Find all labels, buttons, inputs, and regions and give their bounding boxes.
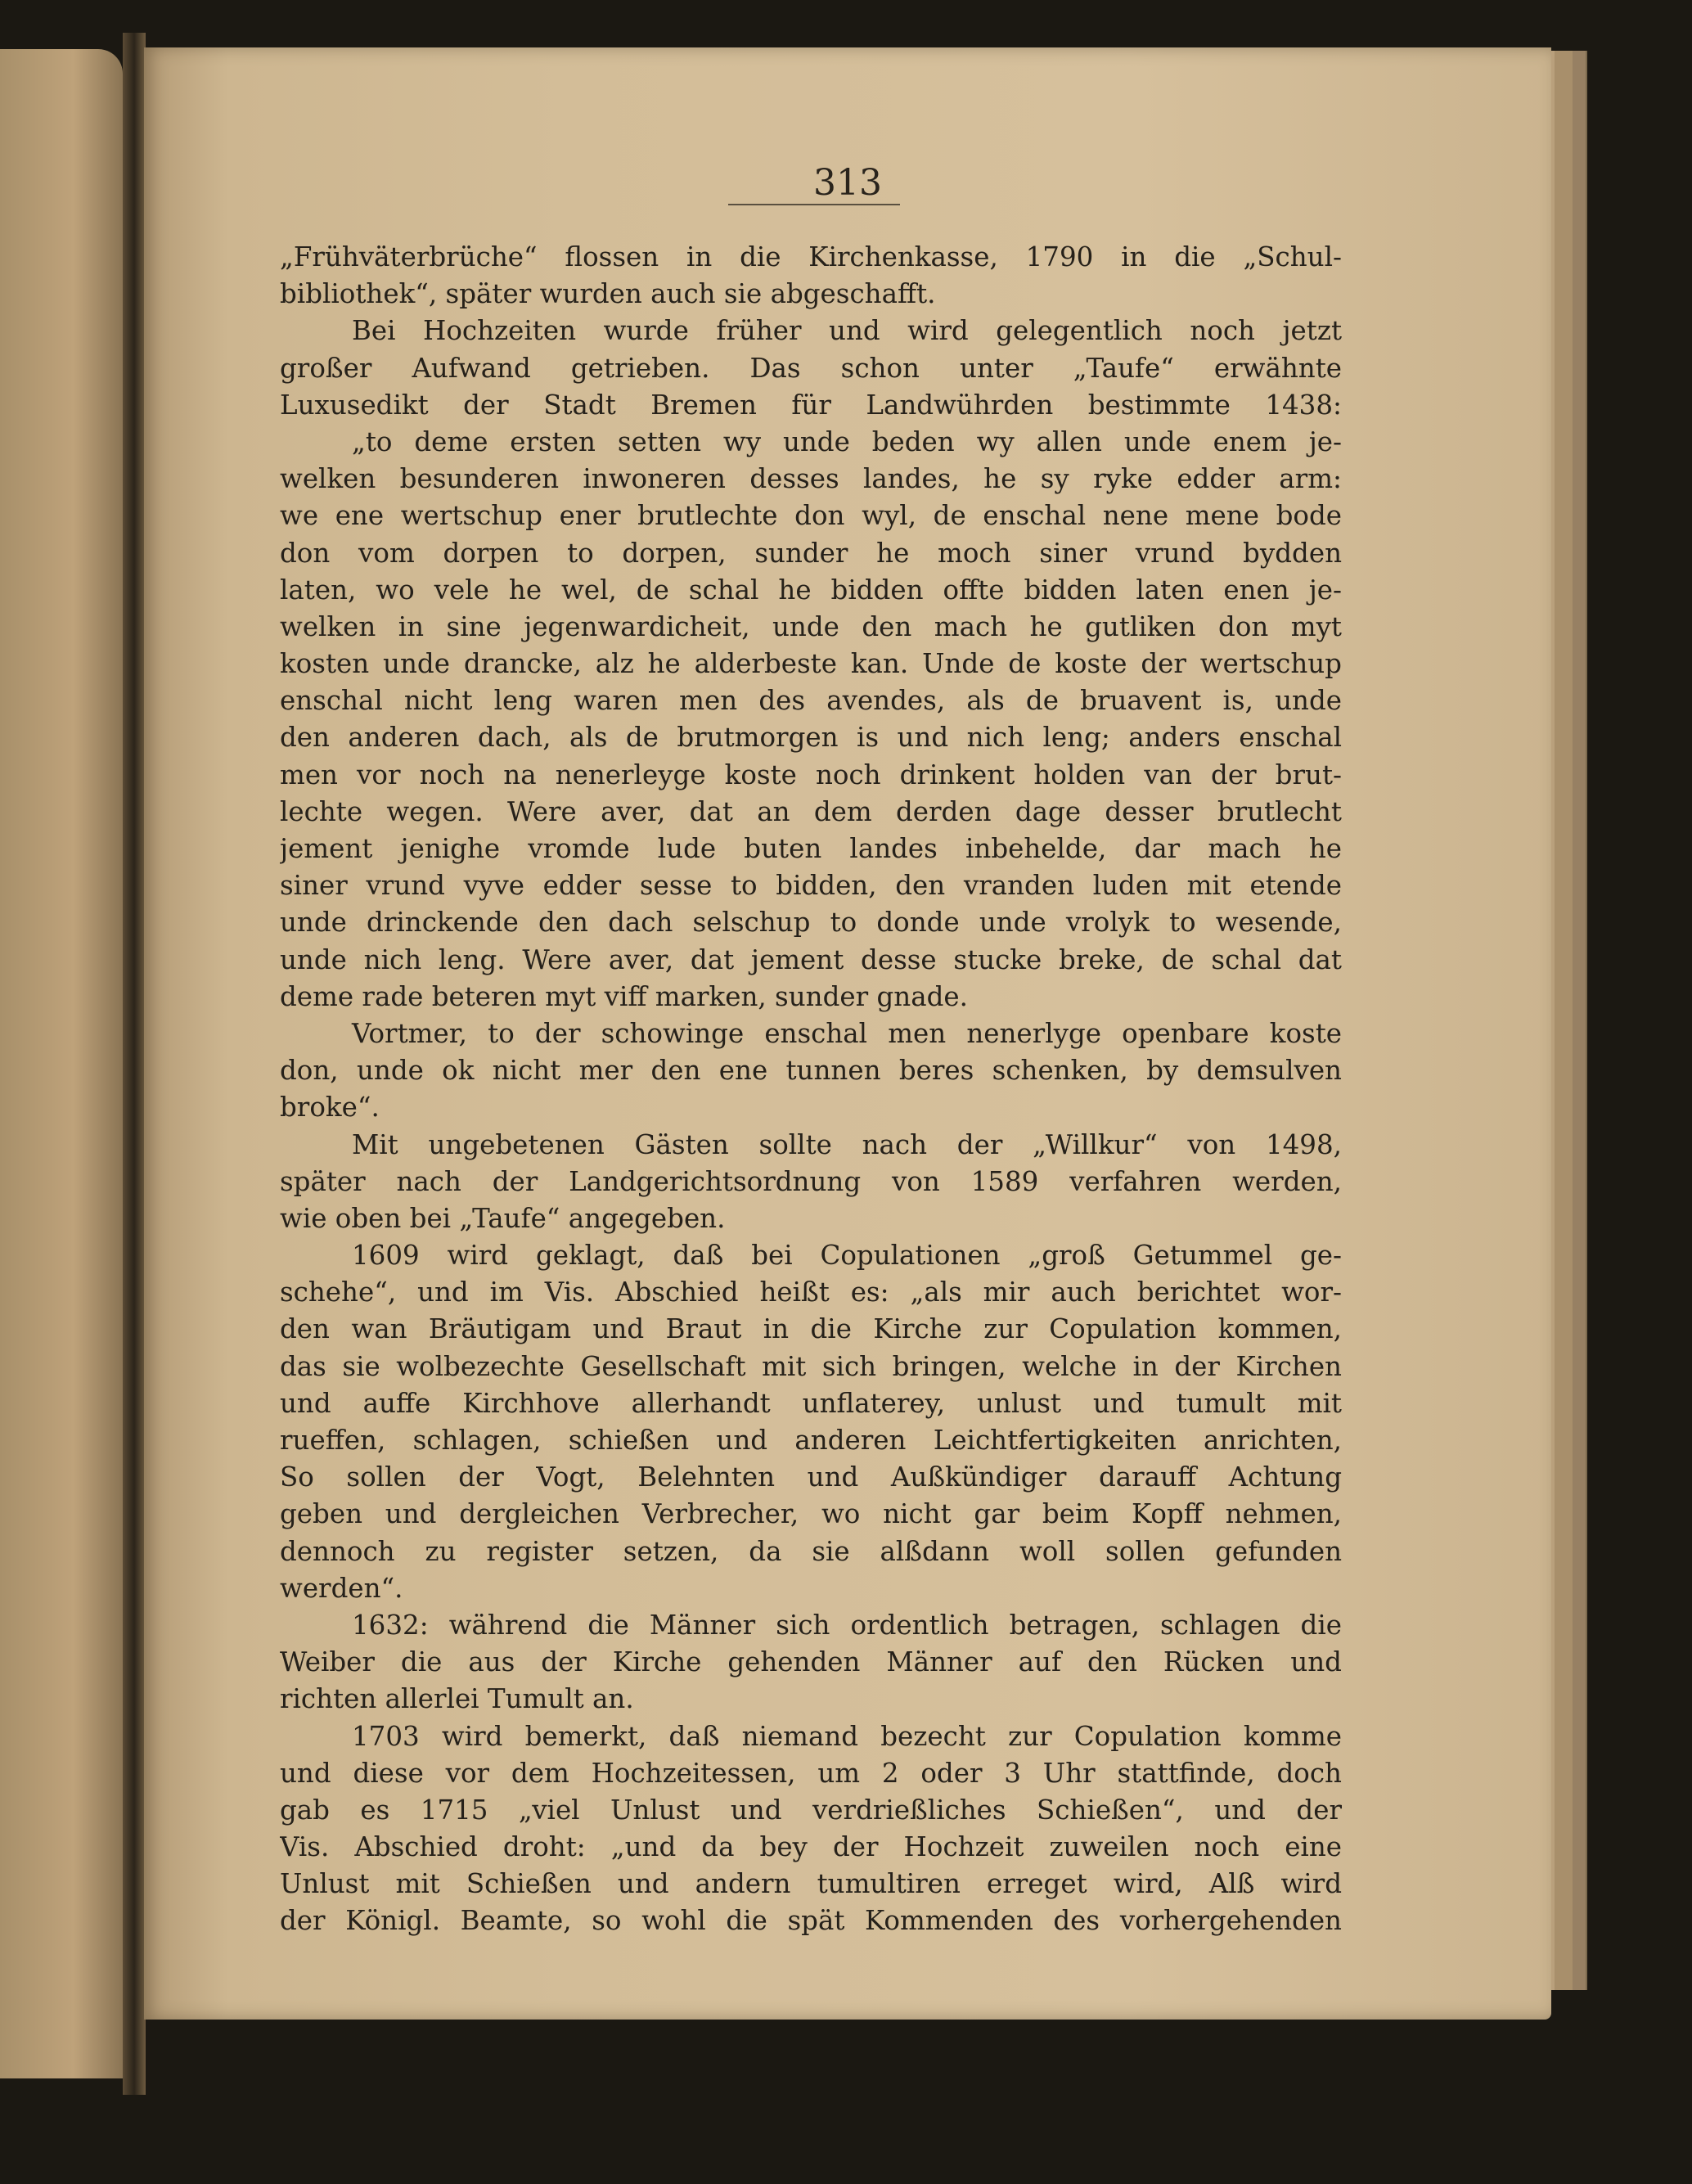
text-line: lechte wegen. Were aver, dat an dem derden dage desser brutlecht [280,795,1342,827]
text-line: Bei Hochzeiten wurde früher und wird gelegentlich noch jetzt [352,315,1342,347]
body-text [280,239,1342,1940]
text-line: broke“. [280,1092,380,1124]
text-line: wie oben bei „Taufe“ angegeben. [280,1202,726,1234]
text-line: bibliothek“, später wurden auch sie abgeschafft. [280,278,936,310]
text-line: enschal nicht leng waren men des avendes, als de bruavent is, unde [280,685,1342,717]
text-line: siner vrund vyve edder sesse to bidden, den vranden luden mit etende [280,870,1342,902]
text-line: men vor noch na nenerleyge koste noch drinkent holden van der brut- [280,759,1342,790]
text-line: don vom dorpen to dorpen, sunder he moch siner vrund bydden [280,537,1342,569]
text-line: dennoch zu register setzen, da sie alßdann woll sollen gefunden [280,1535,1342,1567]
text-line: das sie wolbezechte Gesellschaft mit sich bringen, welche in der Kirchen [280,1350,1342,1382]
text-line: jement jenighe vromde lude buten landes inbehelde, dar mach he [280,833,1342,864]
text-line: gab es 1715 „viel Unlust und verdrießliches Schießen“, und der [280,1794,1342,1826]
page-number-container [144,162,1551,204]
text-line: unde drinckende den dach selschup to donde unde vrolyk to wesende, [280,907,1342,939]
text-line: „to deme ersten setten wy unde beden wy allen unde enem je- [352,426,1342,457]
text-line: der Königl. Beamte, so wohl die spät Kommenden des vorhergehenden [280,1905,1342,1937]
text-line: Vis. Abschied droht: „und da bey der Hochzeit zuweilen noch eine [280,1831,1342,1863]
text-line: den anderen dach, als de brutmorgen is und nich leng; anders enschal [280,722,1342,754]
text-line: 1703 wird bemerkt, daß niemand bezecht zur Copulation komme [352,1720,1342,1752]
text-line: Weiber die aus der Kirche gehenden Männer auf den Rücken und [280,1646,1342,1678]
text-line: Unlust mit Schießen und andern tumultiren erreget wird, Alß wird [280,1868,1342,1900]
text-line: 1632: während die Männer sich ordentlich betragen, schlagen die [352,1609,1342,1641]
text-line: großer Aufwand getrieben. Das schon unter „Taufe“ erwähnte [280,352,1342,384]
text-line: So sollen der Vogt, Belehnten und Außkündiger darauff Achtung [280,1461,1342,1493]
page-number: 313 [813,162,882,204]
text-line: und auffe Kirchhove allerhandt unflaterey, unlust und tumult mit [280,1387,1342,1419]
text-line: und diese vor dem Hochzeitessen, um 2 oder 3 Uhr stattfinde, doch [280,1757,1342,1789]
text-line: welken besunderen inwoneren desses landes, he sy ryke edder arm: [280,463,1342,495]
text-line: Luxusedikt der Stadt Bremen für Landwührden bestimmte 1438: [280,389,1342,421]
text-line: später nach der Landgerichtsordnung von 1589 verfahren werden, [280,1165,1342,1197]
text-line: unde nich leng. Were aver, dat jement desse stucke breke, de schal dat [280,943,1342,975]
text-line: Vortmer, to der schowinge enschal men nenerlyge openbare koste [352,1017,1342,1049]
text-line: den wan Bräutigam und Braut in die Kirche zur Copulation kommen, [280,1313,1342,1345]
header-rule [728,204,900,205]
text-line: don, unde ok nicht mer den ene tunnen beres schenken, by demsulven [280,1055,1342,1087]
text-line: richten allerlei Tumult an. [280,1683,634,1715]
left-page-edge [0,49,123,2078]
text-line: Mit ungebetenen Gästen sollte nach der „Willkur“ von 1498, [352,1128,1342,1160]
text-line: werden“. [280,1572,403,1604]
text-line: 1609 wird geklagt, daß bei Copulationen „groß Getummel ge- [352,1240,1342,1272]
text-line: we ene wertschup ener brutlechte don wyl, de enschal nene mene bode [280,500,1342,532]
text-line: laten, wo vele he wel, de schal he bidden offte bidden laten enen je- [280,574,1342,606]
text-line: geben und dergleichen Verbrecher, wo nicht gar beim Kopff nehmen, [280,1498,1342,1530]
text-line: schehe“, und im Vis. Abschied heißt es: „als mir auch berichtet wor- [280,1277,1342,1308]
text-line: rueffen, schlagen, schießen und anderen Leichtfertigkeiten anrichten, [280,1425,1342,1456]
page-edge [1555,51,1574,1990]
text-line: welken in sine jegenwardicheit, unde den mach he gutliken don myt [280,610,1342,642]
text-line: „Frühväterbrüche“ flossen in die Kirchenkasse, 1790 in die „Schul- [280,241,1342,272]
page-edge [1573,51,1587,1990]
text-line: kosten unde drancke, alz he alderbeste kan. Unde de koste der wertschup [280,648,1342,680]
book-gutter [123,33,146,2095]
text-line: deme rade beteren myt viff marken, sunder gnade. [280,980,968,1012]
